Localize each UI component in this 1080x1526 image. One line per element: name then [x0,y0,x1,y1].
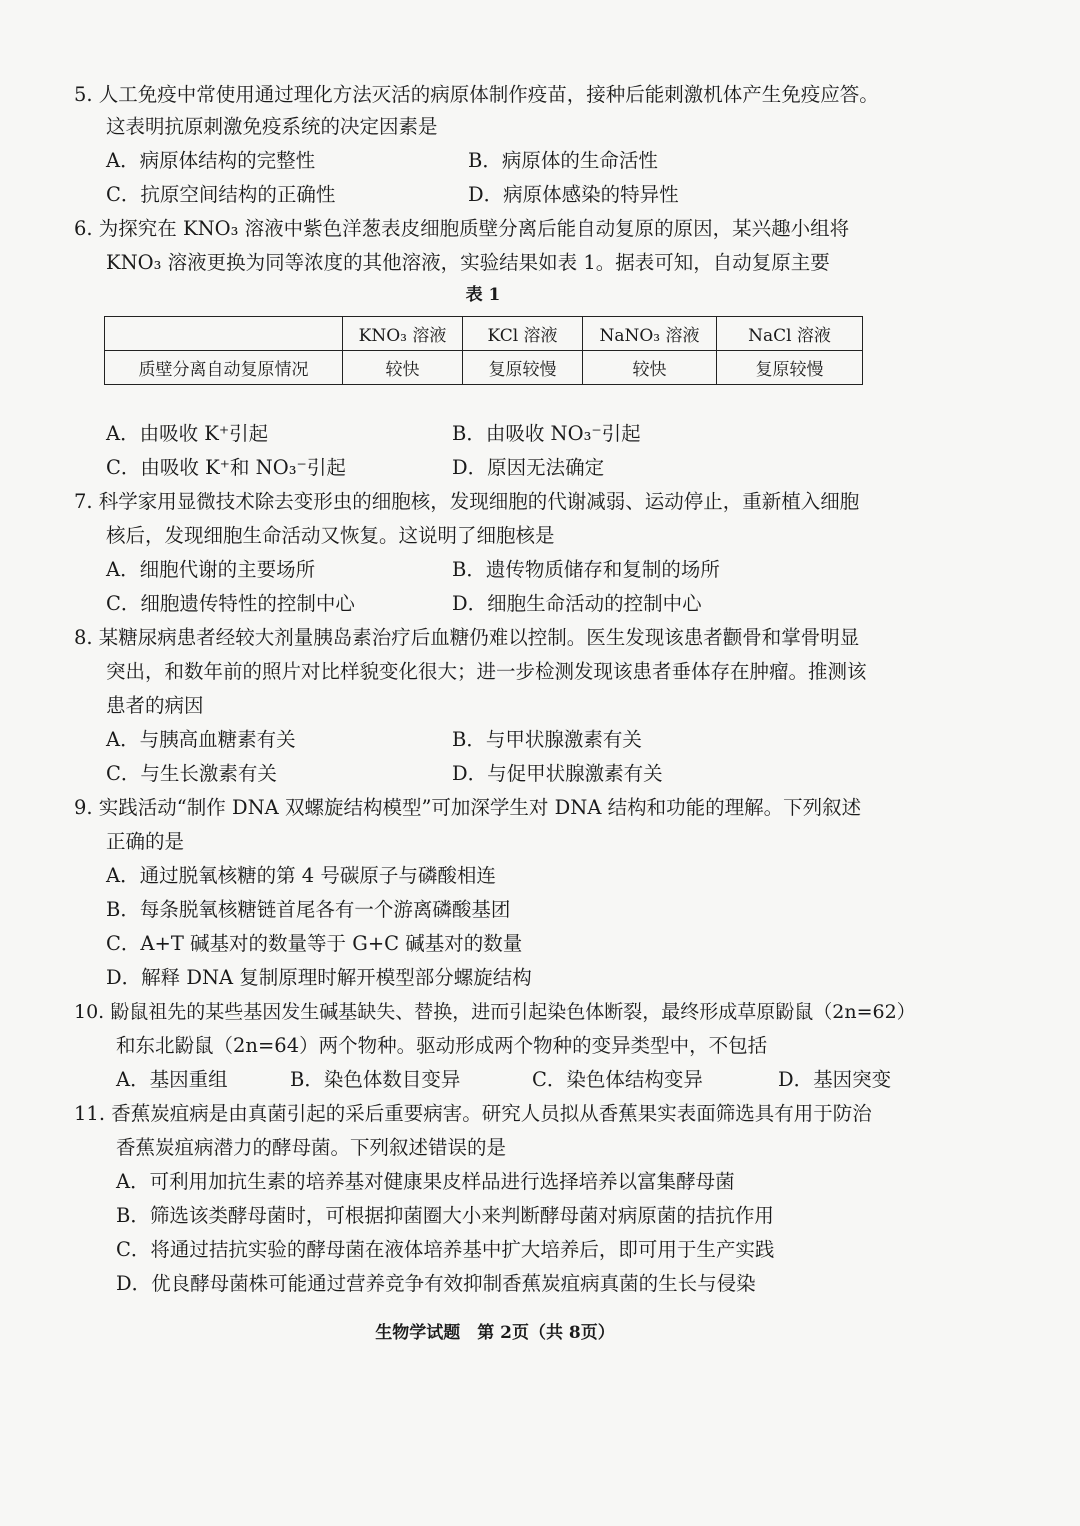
q7-stem-line1: 7. 科学家用显微技术除去变形虫的细胞核，发现细胞的代谢减弱、运动停止，重新植入细胞 [74,490,860,513]
q6-option-a: A．由吸收 K⁺引起 [106,422,269,445]
q9-option-b: B．每条脱氧核糖链首尾各有一个游离磷酸基团 [106,898,511,921]
table-header-cell: NaNO₃ 溶液 [583,317,717,351]
table-header-cell: KCl 溶液 [463,317,583,351]
q11-stem-line1: 11. 香蕉炭疽病是由真菌引起的采后重要病害。研究人员拟从香蕉果实表面筛选具有用于防治 [74,1102,872,1125]
q9-stem-line2: 正确的是 [106,830,185,853]
table-header-cell: KNO₃ 溶液 [343,317,463,351]
q5-option-b: B．病原体的生命活性 [468,149,658,172]
q7-option-c: C．细胞遗传特性的控制中心 [106,592,355,615]
q10-stem-line2: 和东北鼢鼠（2n=64）两个物种。驱动形成两个物种的变异类型中，不包括 [116,1034,768,1057]
q6-option-d: D．原因无法确定 [452,456,605,479]
q8-stem-line1: 8. 某糖尿病患者经较大剂量胰岛素治疗后血糖仍难以控制。医生发现该患者颧骨和掌骨明显 [74,626,860,649]
table-row [105,351,863,385]
q11-option-c: C．将通过拮抗实验的酵母菌在液体培养基中扩大培养后，即可用于生产实践 [116,1238,775,1261]
q6-option-b: B．由吸收 NO₃⁻引起 [452,422,641,445]
table-cell: 较快 [583,351,717,385]
q8-option-d: D．与促甲状腺激素有关 [452,762,663,785]
table-caption: 表 1 [465,285,501,305]
q6-stem-line1: 6. 为探究在 KNO₃ 溶液中紫色洋葱表皮细胞质壁分离后能自动复原的原因，某兴趣小组将 [74,217,850,240]
q6-stem-line2: KNO₃ 溶液更换为同等浓度的其他溶液，实验结果如表 1。据表可知，自动复原主要 [106,251,830,274]
q8-option-a: A．与胰高血糖素有关 [106,728,296,751]
table-row-label: 质壁分离自动复原情况 [105,351,343,385]
q5-stem-line2: 这表明抗原刺激免疫系统的决定因素是 [106,115,438,138]
q7-option-b: B．遗传物质储存和复制的场所 [452,558,720,581]
q11-option-d: D．优良酵母菌株可能通过营养竞争有效抑制香蕉炭疽病真菌的生长与侵染 [116,1272,756,1295]
q8-stem-line2: 突出，和数年前的照片对比样貌变化很大；进一步检测发现该患者垂体存在肿瘤。推测该 [106,660,867,683]
q8-option-b: B．与甲状腺激素有关 [452,728,642,751]
table-cell: 复原较慢 [463,351,583,385]
q9-stem-line1: 9. 实践活动“制作 DNA 双螺旋结构模型”可加深学生对 DNA 结构和功能的理解。下列叙述 [74,796,862,819]
q9-option-a: A．通过脱氧核糖的第 4 号碳原子与磷酸相连 [106,864,496,887]
table-header-row [105,317,863,351]
q11-stem-line2: 香蕉炭疽病潜力的酵母菌。下列叙述错误的是 [116,1136,507,1159]
q10-option-b: B．染色体数目变异 [290,1068,461,1091]
q7-option-d: D．细胞生命活动的控制中心 [452,592,702,615]
q10-option-d: D．基因突变 [778,1068,892,1091]
q11-option-a: A．可利用加抗生素的培养基对健康果皮样品进行选择培养以富集酵母菌 [116,1170,735,1193]
q8-option-c: C．与生长激素有关 [106,762,277,785]
q10-stem-line1: 10. 鼢鼠祖先的某些基因发生碱基缺失、替换，进而引起染色体断裂，最终形成草原鼢鼠（2n=62） [74,1001,916,1023]
q7-stem-line2: 核后，发现细胞生命活动又恢复。这说明了细胞核是 [106,524,555,547]
q7-option-a: A．细胞代谢的主要场所 [106,558,316,581]
q5-stem-line1: 5. 人工免疫中常使用通过理化方法灭活的病原体制作疫苗，接种后能刺激机体产生免疫应答。 [74,83,879,106]
q6-option-c: C．由吸收 K⁺和 NO₃⁻引起 [106,456,346,479]
q5-option-a: A．病原体结构的完整性 [106,149,316,172]
q9-option-c: C．A+T 碱基对的数量等于 G+C 碱基对的数量 [106,932,523,955]
q11-option-b: B．筛选该类酵母菌时，可根据抑菌圈大小来判断酵母菌对病原菌的拮抗作用 [116,1204,774,1227]
q9-option-d: D．解释 DNA 复制原理时解开模型部分螺旋结构 [106,966,532,989]
q10-option-a: A．基因重组 [116,1068,228,1091]
results-table [104,316,863,385]
q5-option-c: C．抗原空间结构的正确性 [106,183,336,206]
table-cell: 较快 [343,351,463,385]
table-cell: 复原较慢 [717,351,863,385]
table-header-cell [105,317,343,351]
page-footer: 生物学试题 第 2页（共 8页） [375,1323,615,1343]
q8-stem-line3: 患者的病因 [106,694,204,717]
table-header-cell: NaCl 溶液 [717,317,863,351]
q10-option-c: C．染色体结构变异 [532,1068,703,1091]
q5-option-d: D．病原体感染的特异性 [468,183,679,206]
